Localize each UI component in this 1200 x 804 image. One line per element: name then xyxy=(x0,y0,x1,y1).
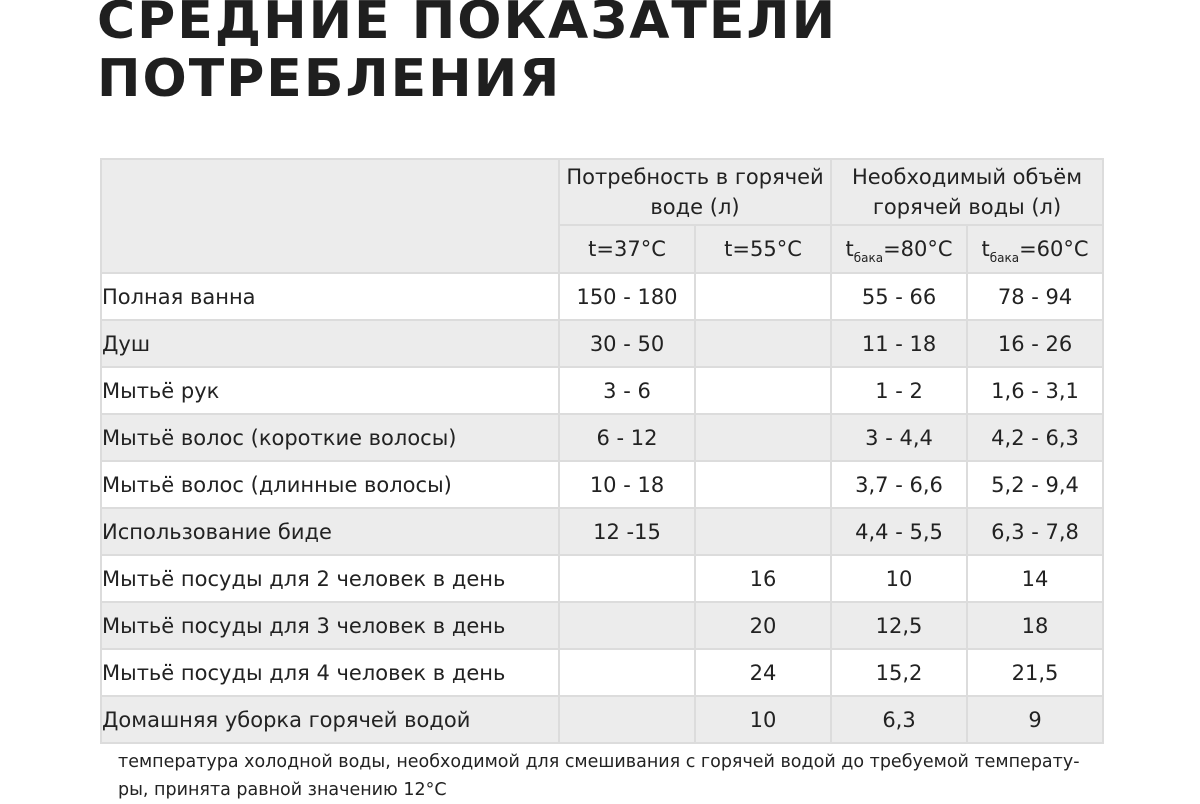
header-tank-60 xyxy=(967,225,1103,273)
cell-tank-60: 16 - 26 xyxy=(967,320,1103,367)
table-row xyxy=(101,555,1103,602)
cell-t37: 150 - 180 xyxy=(559,273,695,320)
cell-t55: 10 xyxy=(695,696,831,743)
cell-t37: 30 - 50 xyxy=(559,320,695,367)
row-label: Мытьё волос (длинные волосы) xyxy=(101,461,559,508)
cell-t55 xyxy=(695,414,831,461)
table-row xyxy=(101,508,1103,555)
header-tank-60-value: =60°C xyxy=(1019,237,1089,261)
cell-t37: 6 - 12 xyxy=(559,414,695,461)
cell-tank-80: 11 - 18 xyxy=(831,320,967,367)
cell-t37: 3 - 6 xyxy=(559,367,695,414)
cell-t55: 20 xyxy=(695,602,831,649)
header-tank-80-t: t xyxy=(845,237,854,261)
cell-t55 xyxy=(695,320,831,367)
table-row xyxy=(101,367,1103,414)
header-hot-water-demand-line-2: воде (л) xyxy=(650,195,740,219)
cell-t37: 12 -15 xyxy=(559,508,695,555)
header-required-volume xyxy=(831,159,1103,225)
cell-tank-80: 1 - 2 xyxy=(831,367,967,414)
cell-tank-60: 4,2 - 6,3 xyxy=(967,414,1103,461)
cell-tank-60: 5,2 - 9,4 xyxy=(967,461,1103,508)
header-hot-water-demand xyxy=(559,159,831,225)
table-body xyxy=(101,273,1103,743)
row-label: Мытьё рук xyxy=(101,367,559,414)
cell-tank-80: 4,4 - 5,5 xyxy=(831,508,967,555)
header-tank-60-t: t xyxy=(981,237,990,261)
cell-t37 xyxy=(559,555,695,602)
cell-tank-60: 1,6 - 3,1 xyxy=(967,367,1103,414)
cell-tank-80: 55 - 66 xyxy=(831,273,967,320)
header-required-volume-line-2: горячей воды (л) xyxy=(872,195,1062,219)
row-label: Мытьё посуды для 3 человек в день xyxy=(101,602,559,649)
cell-t37 xyxy=(559,602,695,649)
footnote-line-2: ры, принята равной значению 12°C xyxy=(118,780,447,800)
cell-tank-60: 21,5 xyxy=(967,649,1103,696)
row-label: Душ xyxy=(101,320,559,367)
row-label: Мытьё посуды для 4 человек в день xyxy=(101,649,559,696)
cell-tank-60: 14 xyxy=(967,555,1103,602)
footnote xyxy=(118,748,1098,804)
page-title xyxy=(97,0,837,108)
footnote-line-1: температура холодной воды, необходимой для смешивания с горячей водой до требуемой температу- xyxy=(118,752,1080,772)
cell-t55 xyxy=(695,273,831,320)
header-hot-water-demand-line-1: Потребность в горячей xyxy=(566,165,824,189)
table-row xyxy=(101,696,1103,743)
cell-t37 xyxy=(559,696,695,743)
table-header-group-row xyxy=(101,159,1103,225)
cell-tank-80: 10 xyxy=(831,555,967,602)
page-title-line-1: СРЕДНИЕ ПОКАЗАТЕЛИ xyxy=(97,0,838,51)
row-label: Полная ванна xyxy=(101,273,559,320)
table-row xyxy=(101,602,1103,649)
header-tank-60-subscript: бака xyxy=(989,251,1020,265)
cell-tank-80: 15,2 xyxy=(831,649,967,696)
cell-tank-60: 78 - 94 xyxy=(967,273,1103,320)
table-header-corner xyxy=(101,159,559,273)
header-tank-80-subscript: бака xyxy=(853,251,884,265)
header-tank-80-value: =80°C xyxy=(883,237,953,261)
cell-t55 xyxy=(695,367,831,414)
table-header xyxy=(101,159,1103,273)
cell-t55 xyxy=(695,461,831,508)
header-t55: t=55°C xyxy=(695,225,831,273)
row-label: Мытьё волос (короткие волосы) xyxy=(101,414,559,461)
cell-t55: 24 xyxy=(695,649,831,696)
header-tank-80 xyxy=(831,225,967,273)
cell-tank-80: 3,7 - 6,6 xyxy=(831,461,967,508)
page-title-line-2: ПОТРЕБЛЕНИЯ xyxy=(97,49,562,109)
cell-tank-80: 12,5 xyxy=(831,602,967,649)
consumption-table xyxy=(100,158,1104,744)
row-label: Домашняя уборка горячей водой xyxy=(101,696,559,743)
table-row xyxy=(101,320,1103,367)
cell-tank-60: 18 xyxy=(967,602,1103,649)
row-label: Мытьё посуды для 2 человек в день xyxy=(101,555,559,602)
cell-tank-80: 6,3 xyxy=(831,696,967,743)
header-t37: t=37°C xyxy=(559,225,695,273)
table-row xyxy=(101,461,1103,508)
cell-tank-60: 6,3 - 7,8 xyxy=(967,508,1103,555)
table-row xyxy=(101,649,1103,696)
cell-tank-60: 9 xyxy=(967,696,1103,743)
cell-tank-80: 3 - 4,4 xyxy=(831,414,967,461)
cell-t37: 10 - 18 xyxy=(559,461,695,508)
cell-t55 xyxy=(695,508,831,555)
cell-t55: 16 xyxy=(695,555,831,602)
cell-t37 xyxy=(559,649,695,696)
table-row xyxy=(101,273,1103,320)
header-required-volume-line-1: Необходимый объём xyxy=(851,165,1083,189)
table-row xyxy=(101,414,1103,461)
row-label: Использование биде xyxy=(101,508,559,555)
